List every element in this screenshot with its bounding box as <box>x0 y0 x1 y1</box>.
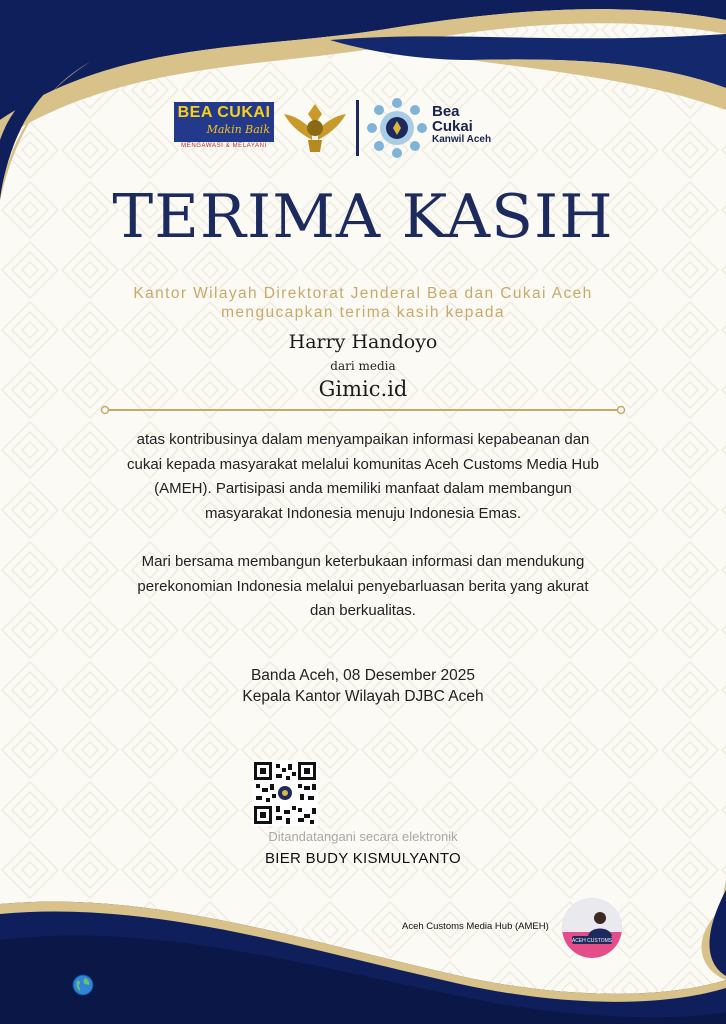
kanwil-logo-line2: Cukai <box>432 118 473 135</box>
media-name: Gimic.id <box>318 377 408 401</box>
bea-cukai-logo-tagline: MENGAWASI & MELAYANI <box>181 143 267 149</box>
body-line: atas kontribusinya dalam menyampaikan informasi kepabeanan dan <box>136 431 590 448</box>
place-date: Banda Aceh, 08 Desember 2025 <box>250 667 476 684</box>
bea-cukai-logo <box>174 102 274 152</box>
subtitle-line-1: Kantor Wilayah Direktorat Jenderal Bea dan Cukai Aceh <box>133 285 593 302</box>
body-paragraph-1 <box>0 428 726 526</box>
signer-position: Kepala Kantor Wilayah DJBC Aceh <box>242 688 484 705</box>
globe-icon[interactable] <box>72 974 94 996</box>
ameh-logo-icon <box>562 898 622 958</box>
qr-code-icon[interactable] <box>252 760 318 826</box>
place-and-date-block <box>0 665 726 707</box>
signer-name: BIER BUDY KISMULYANTO <box>264 850 462 867</box>
bea-cukai-logo-slogan: Makin Baik <box>206 123 270 136</box>
subtitle-line-2: mengucapkan terima kasih kepada <box>221 304 505 321</box>
kanwil-logo-line1: Bea <box>432 103 460 120</box>
body-line: cukai kepada masyarakat melalui komunitas Aceh Customs Media Hub <box>127 455 599 473</box>
logo-divider <box>356 100 359 156</box>
certificate-subtitle <box>0 284 726 322</box>
body-line: Mari bersama membangun keterbukaan informasi dan mendukung <box>141 553 585 570</box>
ameh-logo-text: ACEH CUSTOMS <box>571 938 613 944</box>
recipient-name: Harry Handoyo <box>288 331 438 353</box>
body-line: (AMEH). Partisipasi anda memiliki manfaat dalam membangun <box>154 480 572 497</box>
bottom-wave-decoration <box>0 880 726 1024</box>
top-wave-decoration <box>0 0 726 200</box>
from-label: dari media <box>330 359 396 373</box>
bea-cukai-emblem-icon <box>282 100 348 156</box>
bea-cukai-logo-title: BEA CUKAI <box>177 104 271 121</box>
body-line: masyarakat Indonesia menuju Indonesia Emas. <box>204 504 521 522</box>
certificate-title: TERIMA KASIH <box>112 182 614 252</box>
signed-electronically-note: Ditandatangani secara elektronik <box>268 829 458 844</box>
kanwil-logo-text <box>432 104 491 146</box>
footer-label: Aceh Customs Media Hub (AMEH) <box>402 921 549 932</box>
kanwil-flower-icon <box>366 97 428 159</box>
body-line: perekonomian Indonesia melalui penyebarluasan berita yang akurat <box>137 577 589 595</box>
kanwil-logo-line3: Kanwil Aceh <box>432 134 492 145</box>
gold-divider-rule <box>100 405 626 415</box>
body-line: dan berkualitas. <box>310 602 416 619</box>
body-paragraph-2 <box>0 550 726 624</box>
